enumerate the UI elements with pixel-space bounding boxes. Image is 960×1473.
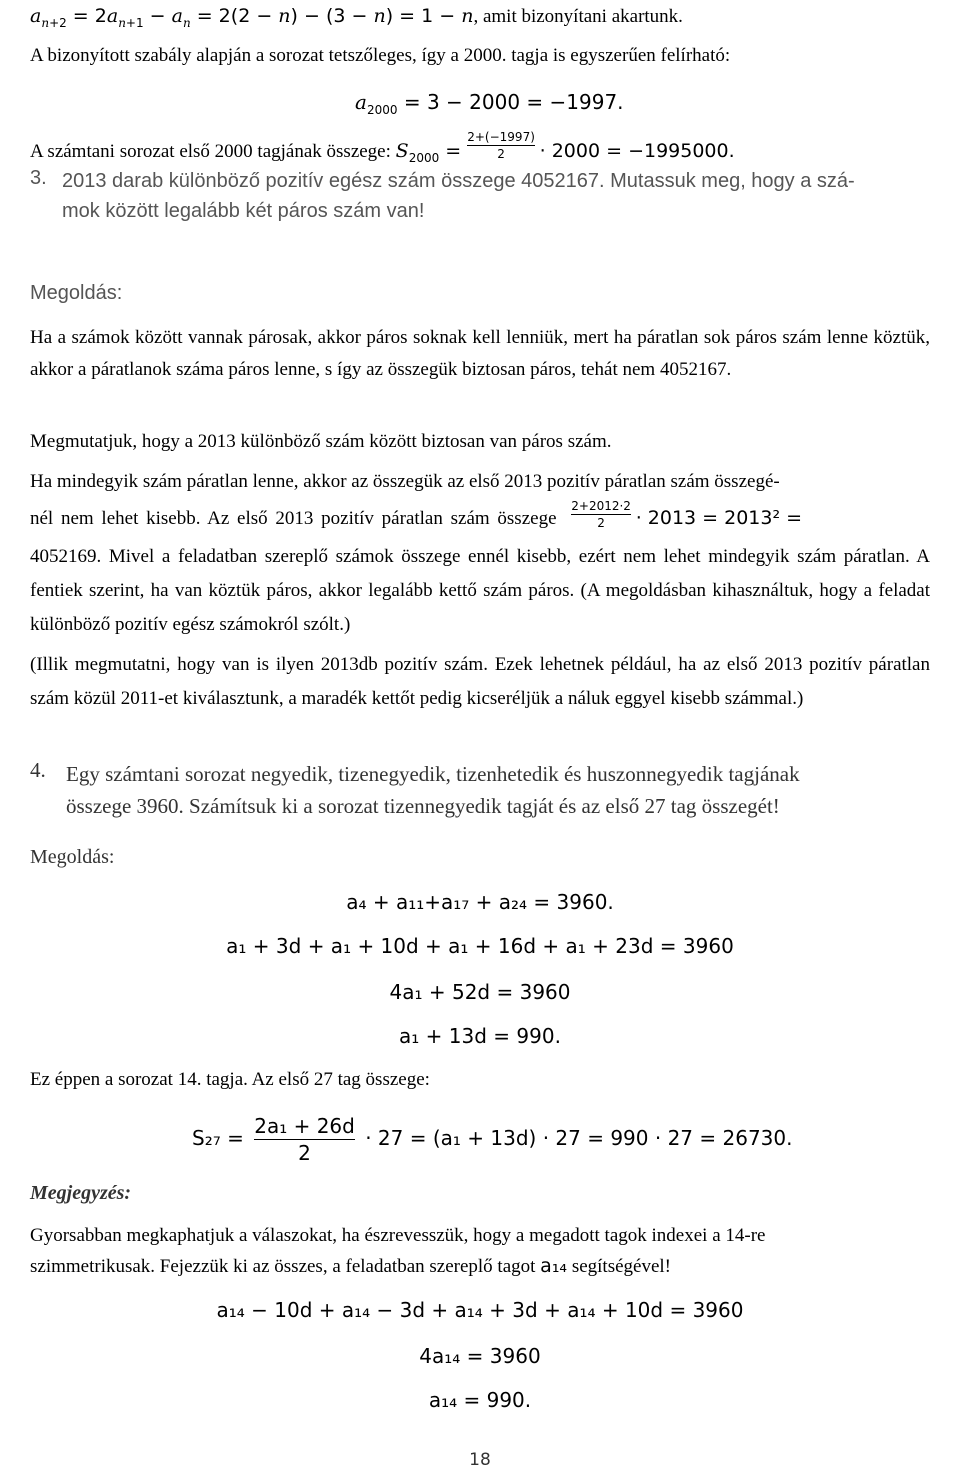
note-line-1: Gyorsabban megkaphatjuk a válaszokat, ha észrevesszük, hogy a megadott tagok indexei a 14-re	[30, 1225, 766, 1246]
problem-3-line-1: 2013 darab különböző pozitív egész szám összege 4052167. Mutassuk meg, hogy a szá-	[62, 170, 855, 192]
paragraph-odd-sum-line-1: Ha mindegyik szám páratlan lenne, akkor az összegük az első 2013 pozitív páratlan szám összegé-	[30, 471, 780, 492]
equation-2: a₁ + 3d + a₁ + 10d + a₁ + 16d + a₁ + 23d = 3960	[226, 934, 734, 958]
recurrence-conclusion-line	[30, 4, 683, 35]
sum-27-denominator: 2	[254, 1139, 355, 1166]
odd-sum-numerator: 2+2012·2	[571, 499, 631, 514]
equation-4: a₁ + 13d = 990.	[399, 1024, 561, 1048]
note-text-end: segítségével!	[571, 1256, 671, 1277]
equation-1: a₄ + a₁₁+a₁₇ + a₂₄ = 3960.	[346, 890, 614, 914]
problem-3-statement	[62, 166, 855, 226]
problem-3-line-2: mok között legalább két páros szám van!	[62, 200, 425, 222]
rule-based-sentence: A bizonyított szabály alapján a sorozat tetszőleges, így a 2000. tagja is egyszerűen felírható:	[30, 45, 731, 66]
recurrence-formula: $a_{n+2} = 2a_{n+1} - a_n = 2(2 - n) - (3 - n) = 1 - n$	[30, 5, 474, 30]
sum-2000-line: A számtani sorozat első 2000 tagjának összege: $S_{2000}$ = $\frac{2+(-1997)}{2}$ · 2000 = −1995000.	[30, 130, 735, 165]
problem-4-number: 4.	[30, 758, 46, 782]
fourteenth-term-sentence: Ez éppen a sorozat 14. tagja. Az első 27 tag összege:	[30, 1069, 430, 1090]
sum-2000-numerator: 2+(−1997)	[467, 130, 535, 145]
sum-2000-prefix: A számtani sorozat első 2000 tagjának összege:	[30, 141, 396, 162]
equation-6: 4a₁₄ = 3960	[419, 1344, 541, 1368]
odd-sum-fraction	[571, 498, 631, 531]
note-line-2	[30, 1254, 671, 1279]
solution-heading-2: Megoldás:	[30, 846, 115, 868]
sum-27-right: · 27 = (a₁ + 13d) · 27 = 990 · 27 = 26730.	[365, 1126, 793, 1150]
sum-27-fraction	[254, 1113, 355, 1166]
equation-3: 4a₁ + 52d = 3960	[389, 980, 571, 1004]
a2000-equation: $a_{2000} = 3 - 2000 = -1997$.	[355, 90, 624, 117]
paragraph-even-count: Ha a számok között vannak párosak, akkor páros soknak kell lenniük, mert ha páratlan sok páros szám lenne köztük, akkor a páratlanok száma páros lenne, s így az összegük biztosan páros, tehát nem 4052167.	[30, 327, 930, 380]
odd-sum-equation: · 2013 = 2013² =	[635, 507, 803, 529]
problem-3-number: 3.	[30, 167, 47, 189]
odd-sum-denominator: 2	[571, 514, 631, 531]
sum-2000-denominator: 2	[467, 145, 535, 162]
sum-27-left: S₂₇ =	[192, 1126, 244, 1150]
sum-2000-result: · 2000 = −1995000.	[539, 140, 735, 162]
equation-7: a₁₄ = 990.	[428, 1388, 532, 1412]
paragraph-odd-sum-conclusion: 4052169. Mivel a feladatban szereplő számok összege ennél kisebb, ezért nem lehet mindegyik szám páratlan. A fentiek szerint, ha van köztük páros, akkor legalább kettő szám páros. (A megoldásban kihasználtuk, hogy a feladat különböző pozitív egész számokról szólt.)	[30, 546, 930, 635]
paragraph-claim: Megmutatjuk, hogy a 2013 különböző szám között biztosan van páros szám.	[30, 431, 612, 452]
note-heading: Megjegyzés:	[30, 1182, 132, 1204]
equation-5: a₁₄ − 10d + a₁₄ − 3d + a₁₄ + 3d + a₁₄ + 10d = 3960	[216, 1298, 744, 1322]
problem-4-statement	[66, 758, 800, 822]
odd-sum-text: nél nem lehet kisebb. Az első 2013 pozitív páratlan szám összege	[30, 508, 557, 529]
problem-4-line-2: összege 3960. Számítsuk ki a sorozat tizennegyedik tagját és az első 27 tag összegét!	[66, 794, 780, 818]
conclusion-text: , amit bizonyítani akartunk.	[473, 6, 683, 27]
paragraph-existence: (Illik megmutatni, hogy van is ilyen 2013db pozitív szám. Ezek lehetnek például, ha az első 2013 pozitív páratlan szám közül 2011-et kiválasztunk, a maradék kettőt pedig kicseréljük a náluk eggyel kisebb számmal.)	[30, 654, 930, 709]
paragraph-odd-sum-line-2	[30, 500, 960, 537]
note-text: szimmetrikusak. Fejezzük ki az összes, a feladatban szereplő tagot	[30, 1256, 536, 1277]
note-symbol: a₁₄	[540, 1255, 568, 1277]
sum-27-numerator: 2a₁ + 26d	[254, 1114, 355, 1138]
problem-4-line-1: Egy számtani sorozat negyedik, tizenegyedik, tizenhetedik és huszonnegyedik tagjának	[66, 762, 800, 786]
page-number: 18	[469, 1450, 491, 1470]
sum-2000-fraction	[467, 129, 535, 162]
sum-27-equation	[192, 1106, 792, 1170]
solution-heading-1: Megoldás:	[30, 282, 123, 304]
